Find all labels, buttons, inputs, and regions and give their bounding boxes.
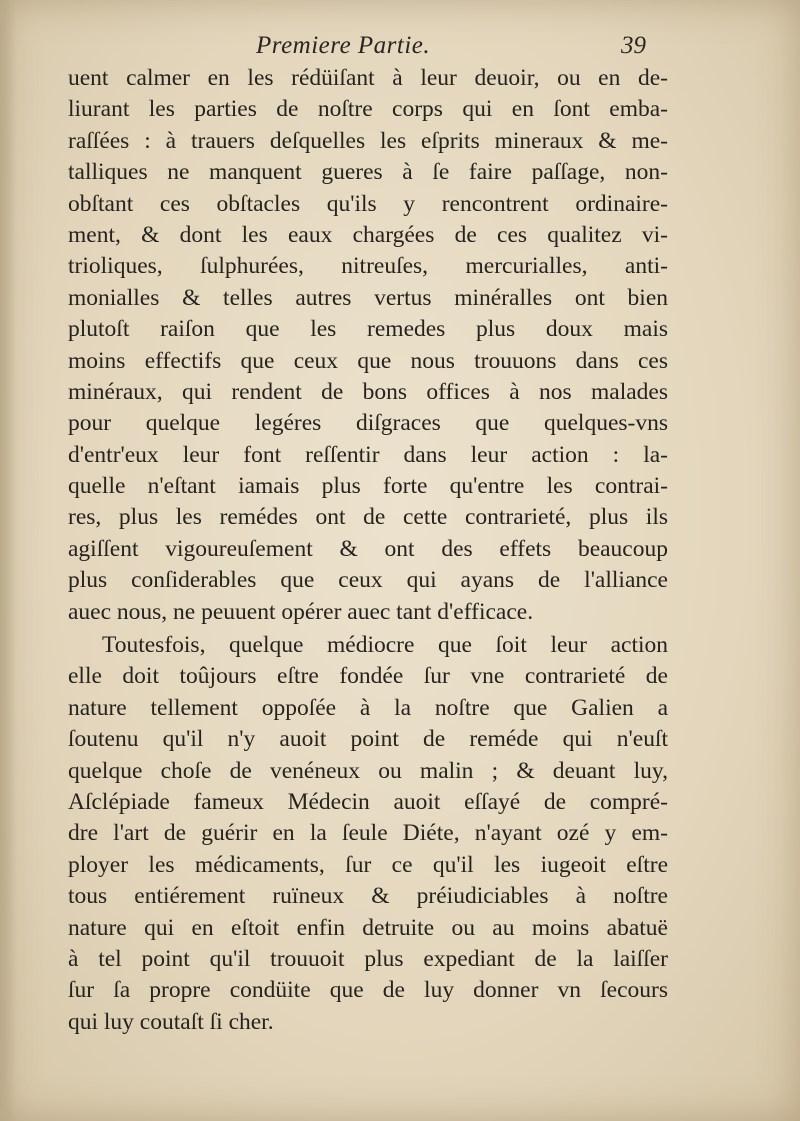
text-line: liurant les parties de noſtre corps qui en ſont emba-	[68, 96, 668, 123]
page-number: 39	[621, 32, 646, 59]
text-line: d'entr'eux leur font reſſentir dans leur action : la-	[68, 441, 668, 468]
paragraph-1	[68, 63, 668, 628]
body-text	[68, 63, 668, 1038]
text-line: elle doit toûjours eſtre fondée ſur vne contrarieté de	[68, 663, 668, 690]
text-line: uent calmer en les rédüiſant à leur deuoir, ou en de-	[68, 65, 668, 91]
text-line: Aſclépiade fameux Médecin auoit eſſayé de compré-	[68, 788, 668, 815]
text-line: ment, & dont les eaux chargées de ces qualitez vi-	[68, 221, 668, 248]
text-line: Toutesfois, quelque médiocre que ſoit leur action	[102, 632, 668, 659]
text-line: ſur ſa propre condüite que de luy donner vn ſecours	[68, 977, 668, 1004]
text-line: moins effectifs que ceux que nous trouuons dans ces	[68, 347, 668, 374]
paragraph-2	[68, 630, 668, 1038]
text-line: auec nous, ne peuuent opérer auec tant d'efficace.	[68, 598, 534, 625]
text-line: quelle n'eſtant iamais plus forte qu'entre les contrai-	[68, 473, 668, 500]
running-head: Premiere Partie.	[256, 32, 431, 59]
text-line: minéraux, qui rendent de bons offices à nos malades	[68, 378, 668, 405]
text-line: quelque choſe de venéneux ou malin ; & deuant luy,	[68, 757, 668, 784]
text-line: monialles & telles autres vertus minéralles ont bien	[68, 284, 668, 311]
text-line: ployer les médicaments, ſur ce qu'il les iugeoit eſtre	[68, 851, 668, 878]
page-gutter-shadow	[0, 0, 16, 1121]
text-line: res, plus les remédes ont de cette contrarieté, plus ils	[68, 504, 668, 531]
text-line: à tel point qu'il trouuoit plus expediant de la laiſſer	[68, 945, 668, 972]
page-header	[0, 32, 800, 64]
text-line: nature tellement oppoſée à la noſtre que Galien a	[68, 694, 668, 721]
text-line: trioliques, ſulphurées, nitreuſes, mercurialles, anti-	[68, 253, 668, 280]
text-line: plutoſt raiſon que les remedes plus doux mais	[68, 316, 668, 343]
text-line: raſſées : à trauers deſquelles les eſprits mineraux & me-	[68, 127, 668, 154]
text-line: pour quelque legéres diſgraces que quelques-vns	[68, 410, 668, 437]
text-line: plus conſiderables que ceux qui ayans de l'alliance	[68, 567, 668, 594]
text-line: nature qui en eſtoit enfin detruite ou au moins abatuë	[68, 914, 668, 941]
text-line: obſtant ces obſtacles qu'ils y rencontrent ordinaire-	[68, 190, 668, 217]
text-line: ſoutenu qu'il n'y auoit point de reméde qui n'euſt	[68, 726, 668, 753]
text-line: dre l'art de guérir en la ſeule Diéte, n'ayant ozé y em-	[68, 820, 668, 847]
text-line: tous entiérement ruïneux & préiudiciables à noſtre	[68, 883, 668, 910]
text-line: talliques ne manquent gueres à ſe faire paſſage, non-	[68, 159, 668, 186]
text-line: agiſſent vigoureuſement & ont des effets beaucoup	[68, 535, 668, 562]
text-line: qui luy coutaſt ſi cher.	[68, 1008, 274, 1035]
